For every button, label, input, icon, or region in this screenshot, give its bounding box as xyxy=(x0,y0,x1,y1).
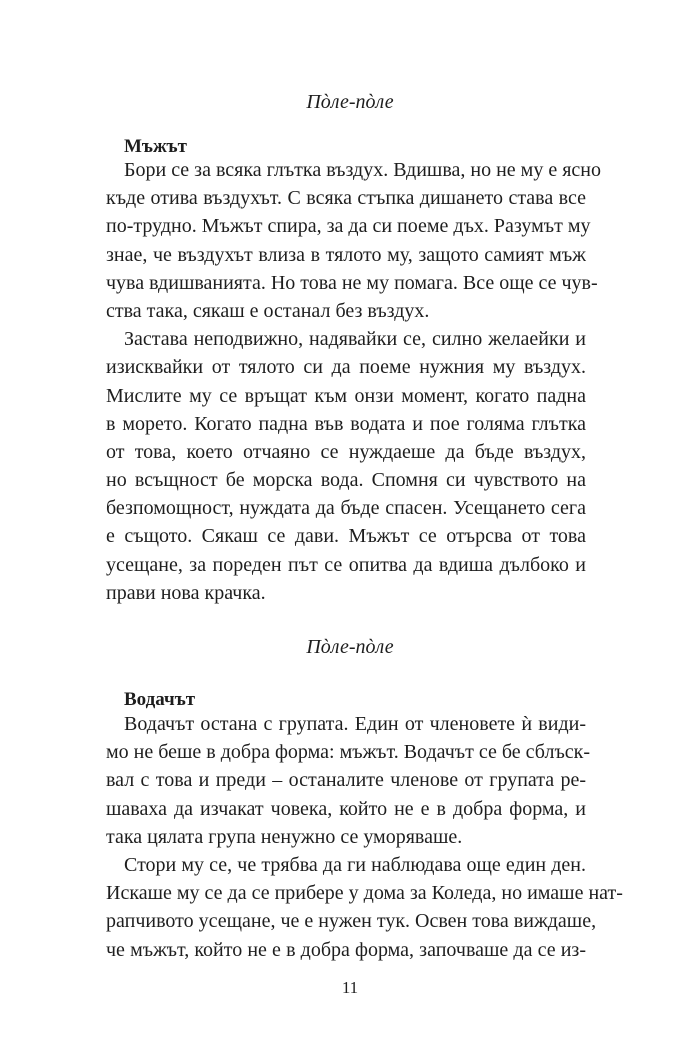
text-line: Искаше му се да се прибере у дома за Коледа, но имаше нат- xyxy=(106,882,623,905)
text-line: Бори се за всяка глътка въздух. Вдишва, но не му е ясно xyxy=(124,159,601,181)
text-line: знае, че въздухът влиза в тялото му, защото самият мъж xyxy=(106,243,586,266)
section-title-2: Пòле-пòле xyxy=(306,636,394,658)
text-line: усещане, за пореден път се опитва да вдиша дълбоко и xyxy=(106,553,586,576)
text-line: ства така, сякаш е останал без въздух. xyxy=(106,299,430,322)
text-line: прави нова крачка. xyxy=(106,581,266,604)
text-line: е същото. Сякаш се дави. Мъжът се отърсва от това xyxy=(106,525,586,548)
text-line: така цялата група ненужно се уморяваше. xyxy=(106,825,463,848)
text-line: безпомощност, нуждата да бъде спасен. Усещането сега xyxy=(106,497,586,520)
text-line: в морето. Когато падна във водата и пое голяма глътка xyxy=(106,412,586,435)
text-line: шаваха да изчакат човека, който не е в добра форма, и xyxy=(106,797,586,820)
page-number: 11 xyxy=(341,978,359,997)
text-line: по-трудно. Мъжът спира, за да си поеме дъх. Разумът му xyxy=(106,215,591,238)
section-title-1: Пòле-пòле xyxy=(306,91,394,113)
text-line: от това, което отчаяно се нуждаеше да бъде въздух, xyxy=(106,440,586,463)
text-line: чува вдишванията. Но това не му помага. Все още се чув- xyxy=(106,271,598,294)
text-line: че мъжът, който не е в добра форма, започваше да се из- xyxy=(106,938,586,961)
text-line: къде отива въздухът. С всяка стъпка дишането става все xyxy=(106,187,586,210)
text-line: но всъщност бе морска вода. Спомня си чувството на xyxy=(106,469,586,492)
text-line: Застава неподвижно, надявайки се, силно желаейки и xyxy=(124,328,586,351)
text-line: Мислите му се връщат към онзи момент, когато падна xyxy=(106,384,586,407)
section-body-man xyxy=(106,156,601,607)
section-heading-man: Мъжът xyxy=(124,136,187,157)
text-line: рапчивото усещане, че е нужен тук. Освен това виждаше, xyxy=(106,910,597,933)
text-line: изисквайки от тялото си да поеме нужния му въздух. xyxy=(106,356,586,379)
section-body-guide xyxy=(106,710,623,964)
text-line: Стори му се, че трябва да ги наблюдава още един ден. xyxy=(124,853,586,876)
text-line: Водачът остана с групата. Един от членовете ѝ види- xyxy=(124,713,586,735)
section-heading-guide: Водачът xyxy=(124,689,196,710)
text-line: мо не беше в добра форма: мъжът. Водачът се бе сблъск- xyxy=(106,741,591,764)
text-line: вал с това и преди – останалите членове от групата ре- xyxy=(106,769,586,792)
